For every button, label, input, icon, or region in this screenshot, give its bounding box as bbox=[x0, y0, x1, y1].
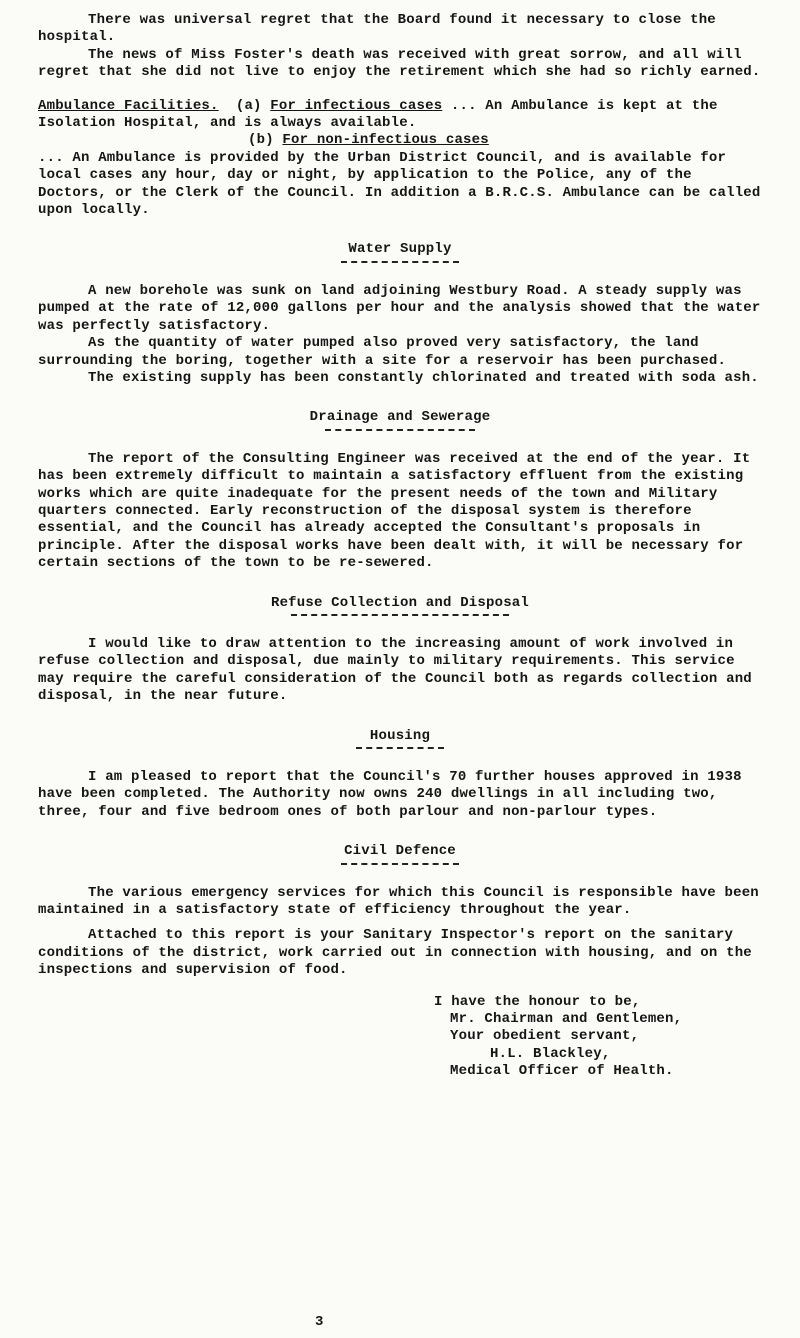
ambulance-a-marker: (a) bbox=[235, 97, 262, 114]
ambulance-b-label: For non-infectious cases bbox=[282, 132, 489, 149]
water-paragraph-3: The existing supply has been constantly chlorinated and treated with soda ash. bbox=[88, 369, 759, 386]
closing-line-1: I have the honour to be, bbox=[434, 993, 641, 1010]
ambulance-a-label: For infectious cases bbox=[270, 97, 443, 114]
closing-line-2: Mr. Chairman and Gentlemen, bbox=[450, 1011, 683, 1028]
opening-paragraph-2: The news of Miss Foster's death was received with great sorrow, and all will regret that she did not live to enjoy the retirement which she had so richly earned. bbox=[38, 46, 761, 81]
civil-defence-rule bbox=[341, 863, 459, 865]
refuse-rule bbox=[291, 614, 509, 616]
water-paragraph-1: A new borehole was sunk on land adjoining Westbury Road. A steady supply was pumped at the rate of 12,000 gallons per hour and the analysis showed that the water was perfectly satisfactory. bbox=[38, 282, 770, 334]
ambulance-b-marker: (b) bbox=[248, 132, 274, 149]
opening-paragraph-1: There was universal regret that the Board found it necessary to close the hospital. bbox=[38, 12, 725, 46]
refuse-paragraph-1: I would like to draw attention to the increasing amount of work involved in refuse collection and disposal, due mainly to military requirements. This service may require the careful consideration of the Council both as regards collection and disposal, in the near future. bbox=[38, 635, 761, 705]
refuse-title: Refuse Collection and Disposal bbox=[270, 594, 530, 611]
ambulance-heading: Ambulance Facilities. bbox=[38, 97, 219, 114]
ambulance-section bbox=[38, 98, 762, 133]
closing-line-3: Your obedient servant, bbox=[450, 1028, 640, 1045]
page-number: 3 bbox=[315, 1314, 324, 1330]
housing-rule bbox=[356, 747, 444, 749]
water-supply-title: Water Supply bbox=[348, 241, 452, 258]
civil-paragraph-2: Attached to this report is your Sanitary Inspector's report on the sanitary conditions of the district, work carried out in connection with housing, and on the inspections and supervision of food. bbox=[38, 927, 761, 979]
ambulance-b-text: ... An Ambulance is provided by the Urban District Council, and is available for local cases any hour, day or night, by application to the Police, any of the Doctors, or the Clerk of the Council. In addition a B.R.C.S. Ambulance can be called upon locally. bbox=[38, 149, 770, 219]
water-supply-rule bbox=[341, 261, 459, 263]
ambulance-b bbox=[38, 132, 762, 149]
closing-line-5: Medical Officer of Health. bbox=[450, 1063, 674, 1080]
drainage-title: Drainage and Sewerage bbox=[309, 409, 491, 426]
water-paragraph-2: As the quantity of water pumped also proved very satisfactory, the land surrounding the boring, together with a site for a reservoir has been purchased. bbox=[38, 335, 727, 369]
civil-paragraph-1: The various emergency services for which this Council is responsible have been maintained in a satisfactory state of efficiency throughout the year. bbox=[38, 884, 768, 919]
drainage-paragraph-1: The report of the Consulting Engineer was received at the end of the year. It has been extremely difficult to maintain a satisfactory effluent from the existing works which are quite inadequate for the present needs of the town and Military quarters connected. Early reconstruction of the disposal system is therefore essential, and the Council has already accepted the Consultant's proposals in principle. After the disposal works have been dealt with, it will be necessary for certain sections of the town to be re-sewered. bbox=[38, 450, 759, 572]
ambulance-a-text: ... An Ambulance is kept at the Isolation Hospital, and is always available. bbox=[38, 97, 727, 132]
housing-paragraph-1: I am pleased to report that the Council's 70 further houses approved in 1938 have been completed. The Authority now owns 240 dwellings in all including two, three, four and five bedroom ones of both parlour and non-parlour types. bbox=[38, 769, 751, 820]
drainage-rule bbox=[325, 429, 475, 431]
civil-defence-title: Civil Defence bbox=[344, 843, 456, 860]
housing-title: Housing bbox=[369, 727, 431, 744]
closing-block bbox=[434, 994, 762, 1081]
closing-line-4: H.L. Blackley, bbox=[490, 1045, 611, 1062]
